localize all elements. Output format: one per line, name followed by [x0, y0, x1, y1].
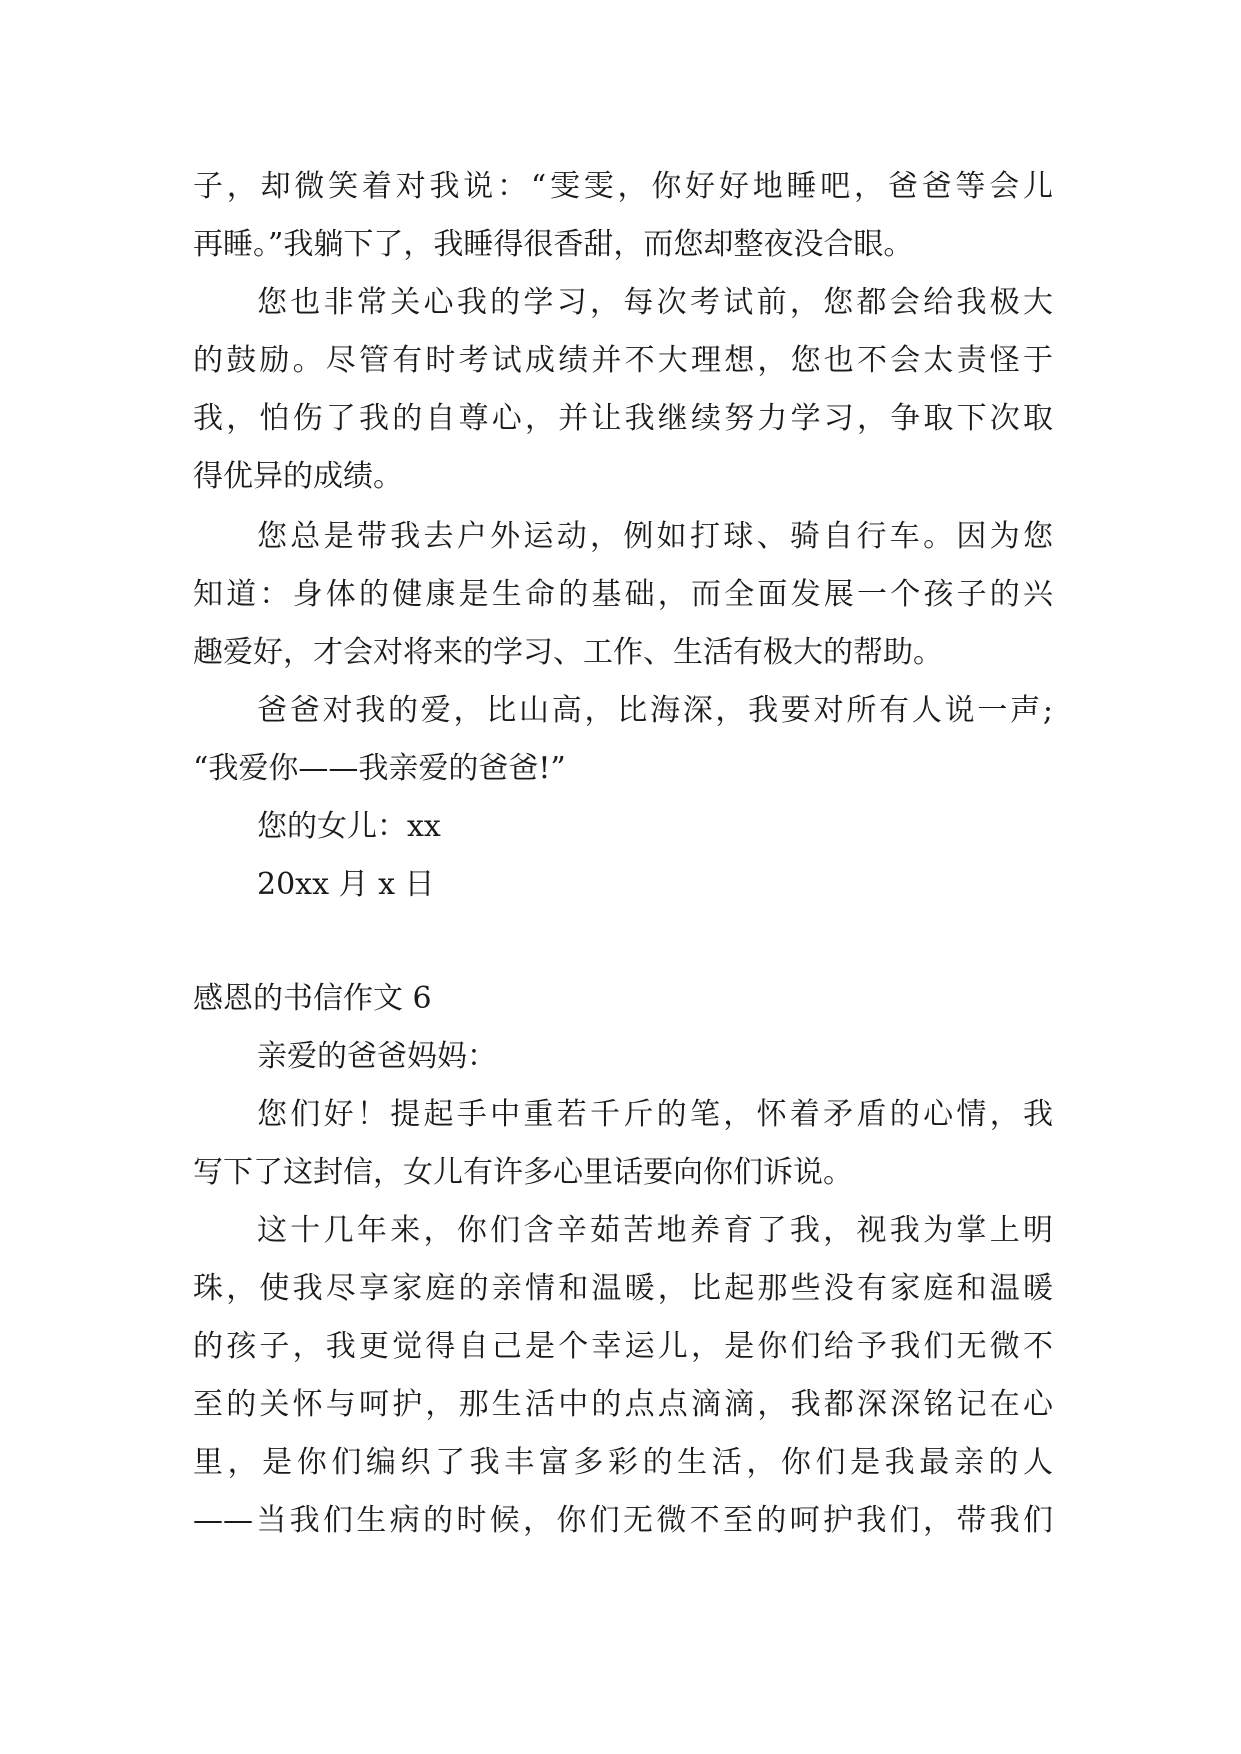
text-line: 写下了这封信，女儿有许多心里话要向你们诉说。: [193, 1155, 853, 1190]
text-line: 您也非常关心我的学习，每次考试前，您都会给我极大: [257, 285, 1053, 320]
text-line: 得优异的成绩。: [193, 459, 403, 494]
section-heading: 感恩的书信作文 6: [193, 981, 432, 1016]
salutation-line: 亲爱的爸爸妈妈：: [257, 1039, 497, 1074]
text-line: 您们好！提起手中重若千斤的笔，怀着矛盾的心情，我: [257, 1097, 1053, 1132]
date-line: 20xx 月 x 日: [257, 867, 435, 902]
text-line: 里，是你们编织了我丰富多彩的生活，你们是我最亲的人: [193, 1445, 1053, 1480]
text-line: 再睡。”我躺下了，我睡得很香甜，而您却整夜没合眼。: [193, 227, 914, 262]
text-line: 的鼓励。尽管有时考试成绩并不大理想，您也不会太责怪于: [193, 343, 1053, 378]
text-line: 知道：身体的健康是生命的基础，而全面发展一个孩子的兴: [193, 577, 1053, 612]
signature-line: 您的女儿：xx: [257, 809, 441, 844]
text-line: 珠，使我尽享家庭的亲情和温暖，比起那些没有家庭和温暖: [193, 1271, 1053, 1306]
text-line: 的孩子，我更觉得自己是个幸运儿，是你们给予我们无微不: [193, 1329, 1053, 1364]
text-line: 爸爸对我的爱，比山高，比海深，我要对所有人说一声;: [257, 693, 1053, 728]
text-line: 至的关怀与呵护，那生活中的点点滴滴，我都深深铭记在心: [193, 1387, 1053, 1422]
text-line: ——当我们生病的时候，你们无微不至的呵护我们，带我们: [193, 1503, 1053, 1538]
text-line: “我爱你——我亲爱的爸爸!”: [193, 751, 566, 786]
text-line: 这十几年来，你们含辛茹苦地养育了我，视我为掌上明: [257, 1213, 1053, 1248]
text-line: 您总是带我去户外运动，例如打球、骑自行车。因为您: [257, 519, 1053, 554]
text-line: 趣爱好，才会对将来的学习、工作、生活有极大的帮助。: [193, 635, 943, 670]
text-line: 子，却微笑着对我说：“雯雯，你好好地睡吧，爸爸等会儿: [193, 169, 1053, 204]
text-line: 我，怕伤了我的自尊心，并让我继续努力学习，争取下次取: [193, 401, 1053, 436]
